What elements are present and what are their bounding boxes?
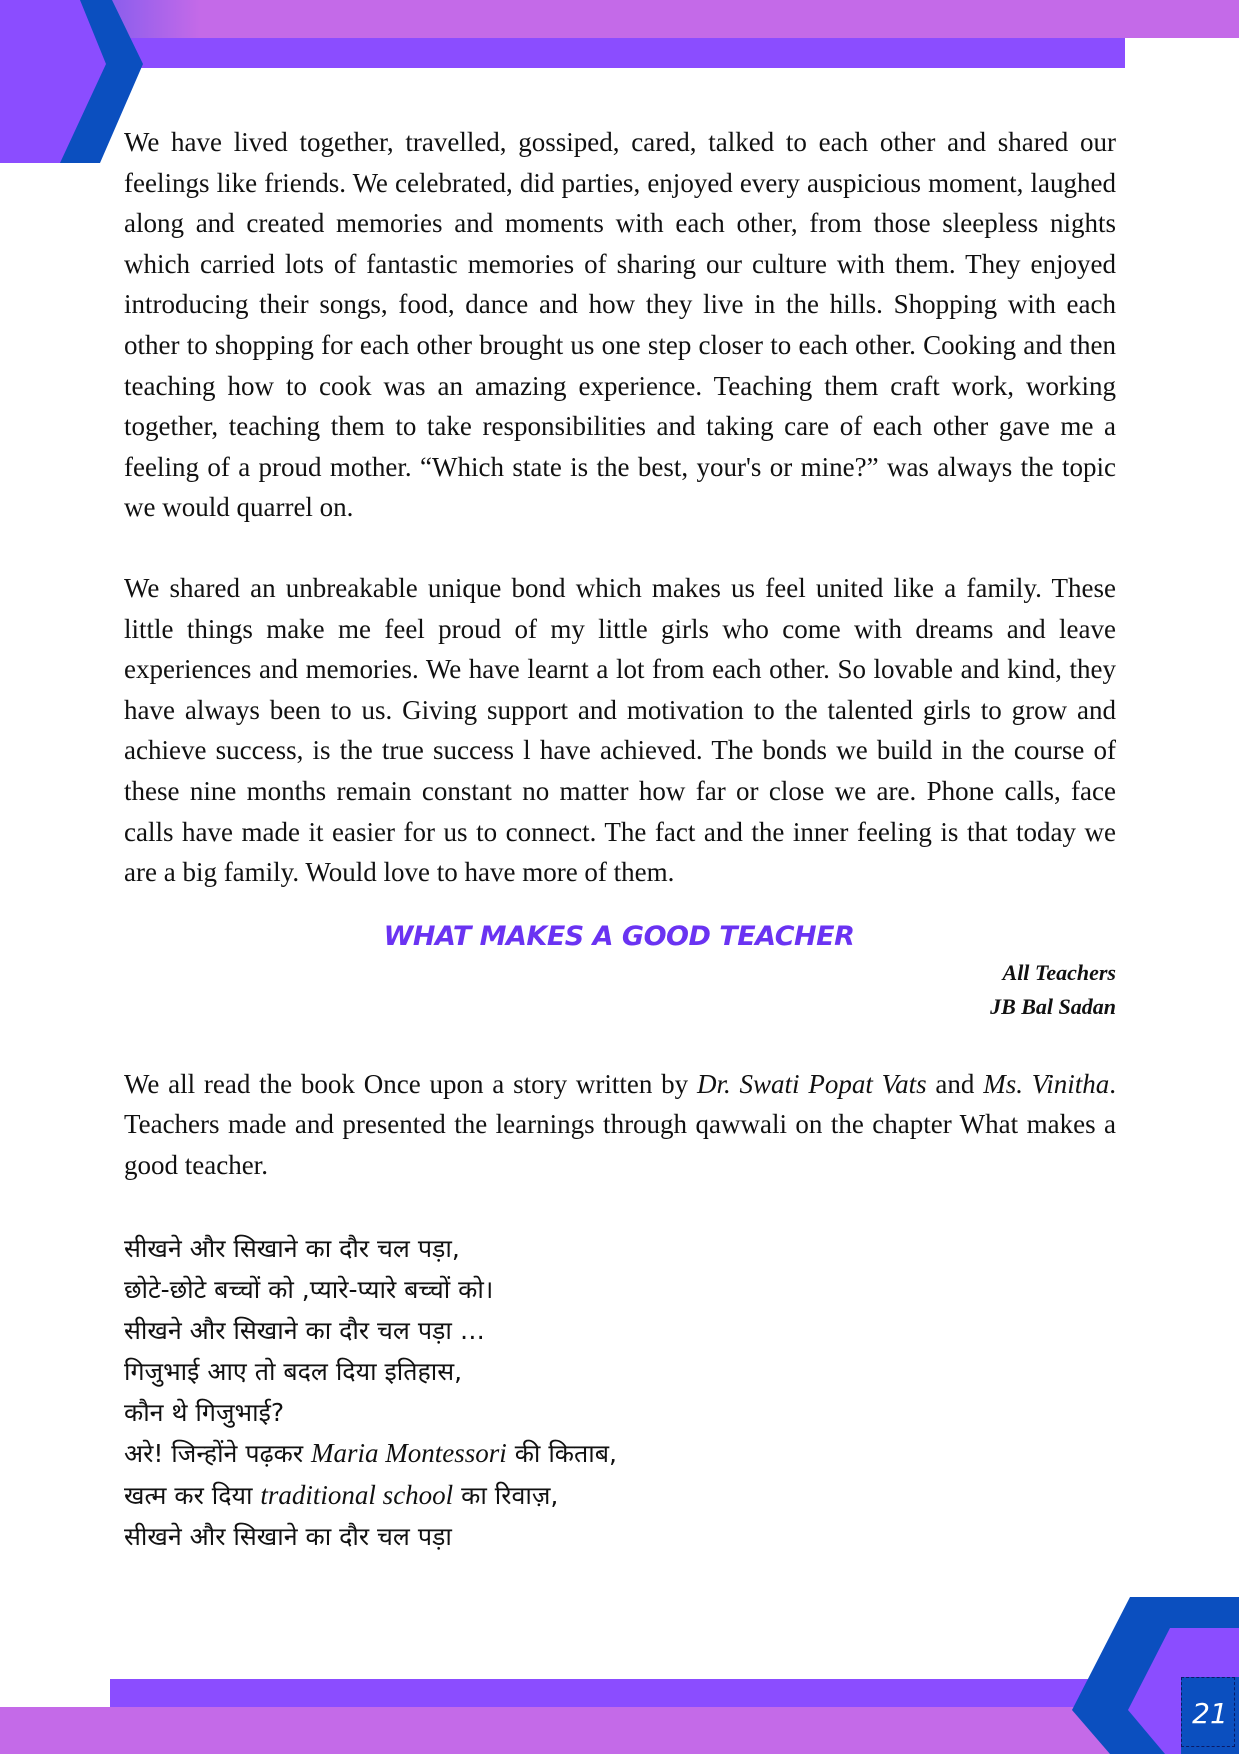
poem xyxy=(124,1229,1116,1557)
poem-line xyxy=(124,1475,1116,1517)
poem-line: छोटे-छोटे बच्चों को ,प्यारे-प्यारे बच्चों को। xyxy=(124,1275,494,1305)
poem-text: का रिवाज़, xyxy=(453,1481,559,1511)
poem-line: गिजुभाई आए तो बदल दिया इतिहास, xyxy=(124,1356,463,1386)
intro-name-2: Ms. Vinitha xyxy=(983,1068,1110,1099)
paragraph-2: We shared an unbreakable unique bond which makes us feel united like a family. These little things make me feel proud of my little girls who come with dreams and leave experiences and memories. We have learnt a lot from each other. So lovable and kind, they have always been to us. Giving support and motivation to the talented girls to grow and achieve success, is the true success l have achieved. The bonds we build in the course of these nine months remain constant no matter how far or close we are. Phone calls, face calls have made it easier for us to connect. The fact and the inner feeling is that today we are a big family. Would love to have more of them. xyxy=(124,572,1116,888)
page-content xyxy=(124,122,1116,1558)
intro-text-3: . Teachers made and presented the learnings through qawwali on the chapter What makes a good teacher. xyxy=(124,1068,1117,1180)
intro-name-1: Dr. Swati Popat Vats xyxy=(696,1068,927,1099)
article-heading: WHAT MAKES A GOOD TEACHER xyxy=(383,920,855,952)
poem-line: सीखने और सिखाने का दौर चल पड़ा … xyxy=(124,1316,485,1346)
poem-italic-phrase: traditional school xyxy=(260,1480,454,1511)
poem-text: की किताब, xyxy=(506,1439,617,1469)
article-intro xyxy=(124,1064,1116,1186)
intro-text-1: We all read the book Once upon a story written by xyxy=(124,1068,697,1099)
byline-author: All Teachers xyxy=(1002,959,1116,985)
poem-italic-name: Maria Montessori xyxy=(311,1438,507,1469)
poem-text: अरे! जिन्होंने पढ़कर xyxy=(124,1439,312,1469)
byline-organization: JB Bal Sadan xyxy=(990,993,1116,1019)
poem-line: सीखने और सिखाने का दौर चल पड़ा xyxy=(124,1522,452,1552)
poem-line xyxy=(124,1433,1116,1475)
intro-text-2: and xyxy=(926,1068,984,1099)
paragraph-1: We have lived together, travelled, gossiped, cared, talked to each other and shared our feelings like friends. We celebrated, did parties, enjoyed every auspicious moment, laughed along and created memories and moments with each other, from those sleepless nights which carried lots of fantastic memories of sharing our culture with them. They enjoyed introducing their songs, food, dance and how they live in the hills. Shopping with each other to shopping for each other brought us one step closer to each other. Cooking and then teaching how to cook was an amazing experience. Teaching them craft work, working together, teaching them to take responsibilities and taking care of each other gave me a feeling of a proud mother. “Which state is the best, your's or mine?” was always the topic we would quarrel on. xyxy=(124,127,1116,523)
poem-line: कौन थे गिजुभाई? xyxy=(124,1397,285,1427)
poem-text: खत्म कर दिया xyxy=(124,1481,261,1511)
page-number: 21 xyxy=(1192,1696,1228,1730)
poem-line: सीखने और सिखाने का दौर चल पड़ा, xyxy=(124,1234,460,1264)
